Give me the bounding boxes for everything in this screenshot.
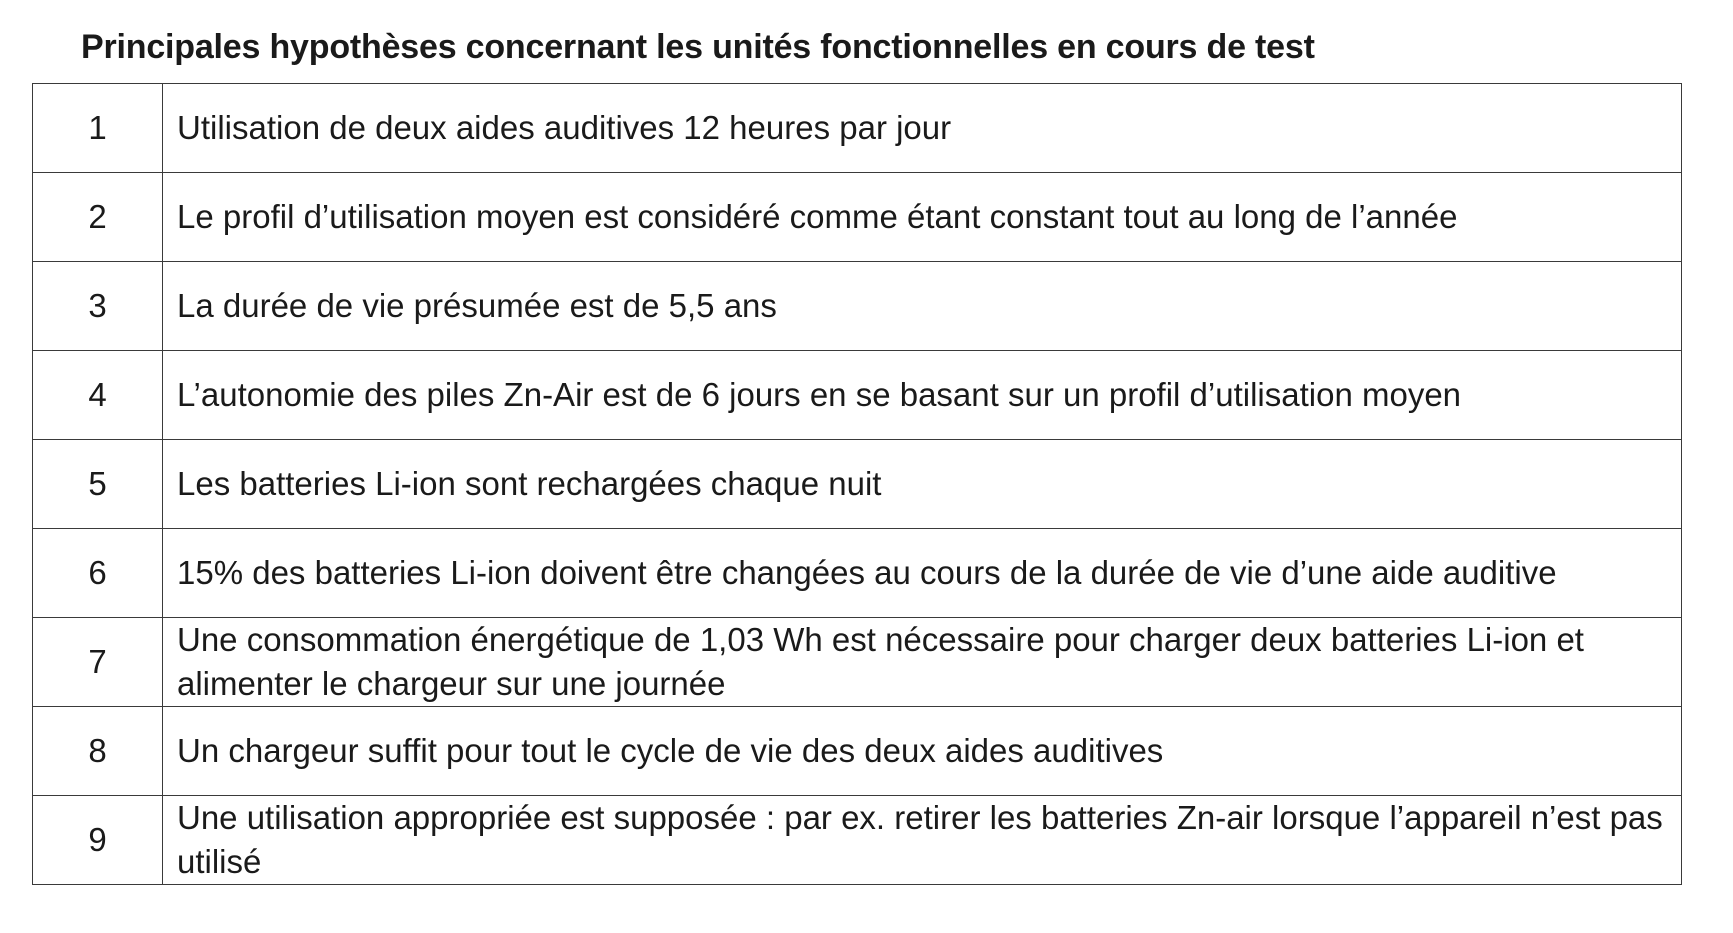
table-title: Principales hypothèses concernant les unités fonctionnelles en cours de test	[81, 28, 1315, 66]
row-number: 1	[33, 84, 163, 173]
row-number: 8	[33, 707, 163, 796]
row-text: Un chargeur suffit pour tout le cycle de vie des deux aides auditives	[163, 707, 1682, 796]
row-text: L’autonomie des piles Zn-Air est de 6 jours en se basant sur un profil d’utilisation moyen	[163, 351, 1682, 440]
row-number: 4	[33, 351, 163, 440]
table-row	[33, 529, 1682, 618]
row-text: Une utilisation appropriée est supposée : par ex. retirer les batteries Zn-air lorsque l’appareil n’est pas utilisé	[163, 796, 1682, 885]
row-text: La durée de vie présumée est de 5,5 ans	[163, 262, 1682, 351]
row-number: 9	[33, 796, 163, 885]
row-number: 2	[33, 173, 163, 262]
table-row	[33, 796, 1682, 885]
table-row	[33, 618, 1682, 707]
hypotheses-table	[32, 83, 1682, 885]
table-row	[33, 707, 1682, 796]
row-number: 7	[33, 618, 163, 707]
row-number: 5	[33, 440, 163, 529]
table-row	[33, 262, 1682, 351]
row-text: Les batteries Li-ion sont rechargées chaque nuit	[163, 440, 1682, 529]
table-row	[33, 173, 1682, 262]
row-text: 15% des batteries Li-ion doivent être changées au cours de la durée de vie d’une aide auditive	[163, 529, 1682, 618]
row-number: 6	[33, 529, 163, 618]
row-text: Utilisation de deux aides auditives 12 heures par jour	[163, 84, 1682, 173]
table-row	[33, 351, 1682, 440]
table-row	[33, 84, 1682, 173]
row-text: Le profil d’utilisation moyen est considéré comme étant constant tout au long de l’année	[163, 173, 1682, 262]
row-text: Une consommation énergétique de 1,03 Wh est nécessaire pour charger deux batteries Li-ion et alimenter le chargeur sur une journée	[163, 618, 1682, 707]
row-number: 3	[33, 262, 163, 351]
table-row	[33, 440, 1682, 529]
